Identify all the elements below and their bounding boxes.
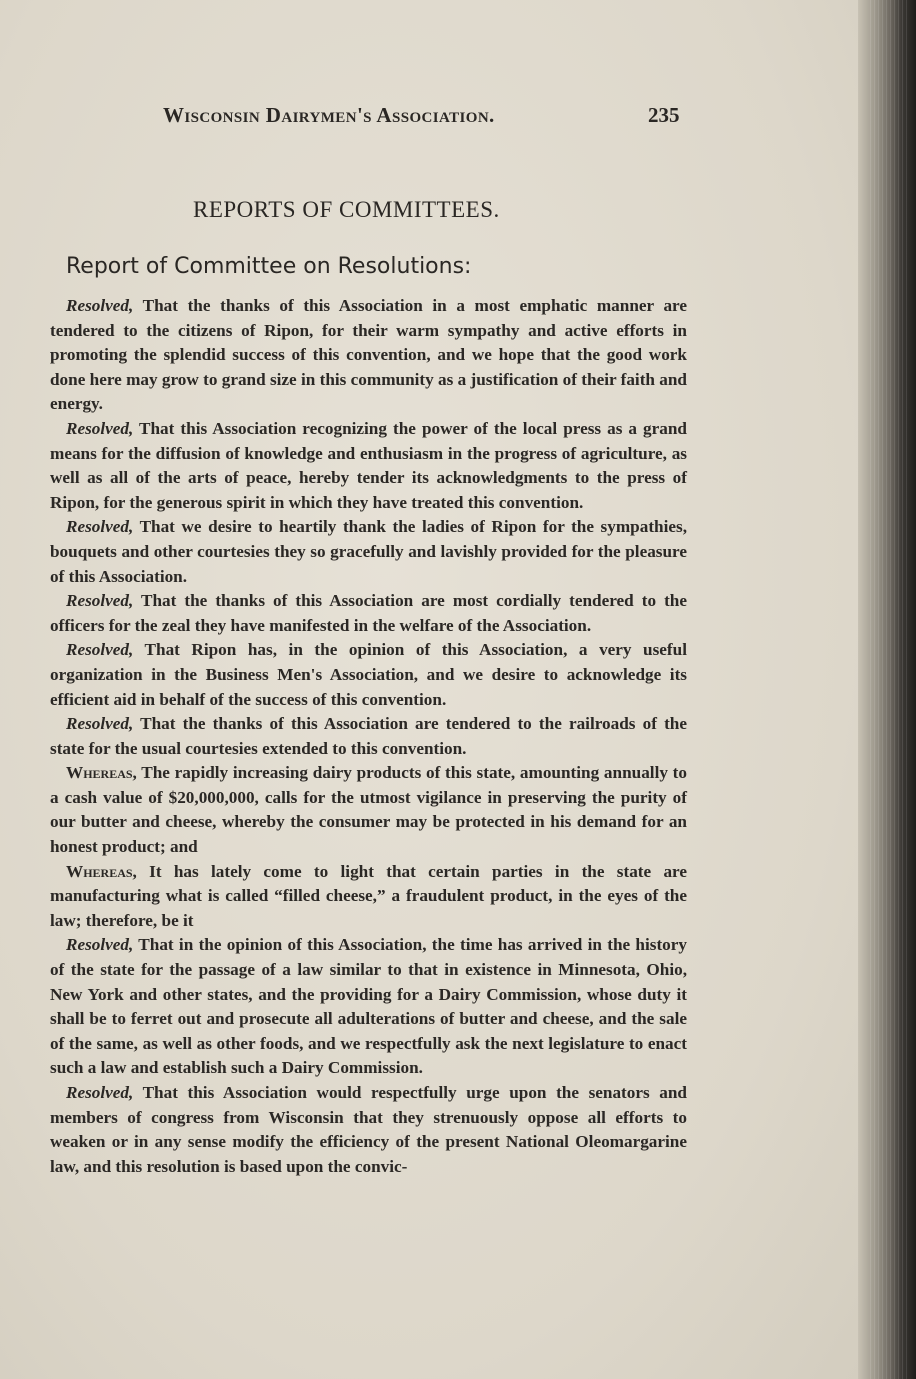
paragraph-text: That this Association recognizing the power of the local press as a grand means for the diffusion of knowledge and enthusiasm in the progress of agriculture, as well as all of the arts of peace, hereby tender its acknowledgments to the press of Ripon, for the generous spirit in which they have treated this convention.: [50, 418, 687, 512]
paragraph-lead: Resolved,: [66, 517, 134, 537]
paragraph-lead: Resolved,: [66, 418, 134, 438]
paragraph-text: That in the opinion of this Association, the time has arrived in the history of the state for the passage of a law similar to that in existence in Minnesota, Ohio, New York and other states, and the providing for a Dairy Commission, whose duty it shall be to ferret out and prosecute all adulterations of butter and cheese, and the sale of the same, as well as other foods, and we respectfully ask the next legislature to enact such a law and establish such a Dairy Commission.: [50, 935, 687, 1078]
paragraph: [50, 712, 687, 761]
paragraph-text: That Ripon has, in the opinion of this Association, a very useful organization in the Business Men's Association, and we desire to acknowledge its efficient aid in behalf of the success of this convention.: [50, 640, 687, 709]
paragraph-lead: Resolved,: [66, 296, 134, 315]
paragraph-lead: Resolved,: [66, 591, 134, 611]
paragraph-text: That the thanks of this Association are most cordially tendered to the officers for the zeal they have manifested in the welfare of the Association.: [50, 591, 687, 635]
paragraph-text: That this Association would respectfully urge upon the senators and members of congress from Wisconsin that they strenuously oppose all efforts to weaken or in any sense modify the efficiency of the present National Oleomargarine law, and this resolution is based upon the convic-: [50, 1083, 687, 1176]
paragraph-text: That the thanks of this Association in a most emphatic manner are tendered to the citizens of Ripon, for their warm sympathy and active efforts in promoting the splendid success of this convention, and we hope that the good work done here may grow to grand size in this community as a justification of their faith and energy.: [50, 296, 687, 414]
paragraph: [50, 761, 687, 859]
paragraph-lead: Resolved,: [66, 640, 134, 660]
paragraph: [50, 515, 687, 589]
book-page-edge: [858, 0, 916, 1379]
paragraph: [50, 294, 687, 417]
paragraph-lead: Resolved,: [66, 1083, 134, 1102]
running-head: Wisconsin Dairymen's Association.: [163, 103, 495, 127]
paragraph: [50, 1081, 687, 1179]
paragraph-lead: Whereas,: [66, 861, 137, 881]
page-edge-lines: [870, 0, 910, 1379]
paragraph: [50, 589, 687, 638]
subsection-title: Report of Committee on Resolutions:: [66, 254, 472, 279]
paragraph-text: That we desire to heartily thank the ladies of Ripon for the sympathies, bouquets and other courtesies they so gracefully and lavishly provided for the pleasure of this Association.: [50, 517, 687, 586]
paragraph: [50, 638, 687, 712]
resolutions-body: [50, 294, 687, 1179]
paragraph: [50, 933, 687, 1081]
page-number: 235: [648, 103, 680, 127]
paragraph-lead: Resolved,: [66, 714, 134, 734]
paragraph: [50, 417, 687, 515]
paragraph: [50, 860, 687, 934]
section-title: REPORTS OF COMMITTEES.: [193, 197, 500, 222]
paragraph-text: That the thanks of this Association are tendered to the railroads of the state for the usual courtesies extended to this convention.: [50, 714, 687, 758]
paragraph-text: It has lately come to light that certain parties in the state are manufacturing what is called “filled cheese,” a fraudulent product, in the eyes of the law; therefore, be it: [50, 861, 687, 930]
paragraph-lead: Whereas,: [66, 763, 137, 783]
paragraph-lead: Resolved,: [66, 935, 134, 955]
paragraph-text: The rapidly increasing dairy products of this state, amounting annually to a cash value of $20,000,000, calls for the utmost vigilance in preserving the purity of our butter and cheese, whereby the consumer may be protected in his demand for an honest product; and: [50, 763, 687, 857]
